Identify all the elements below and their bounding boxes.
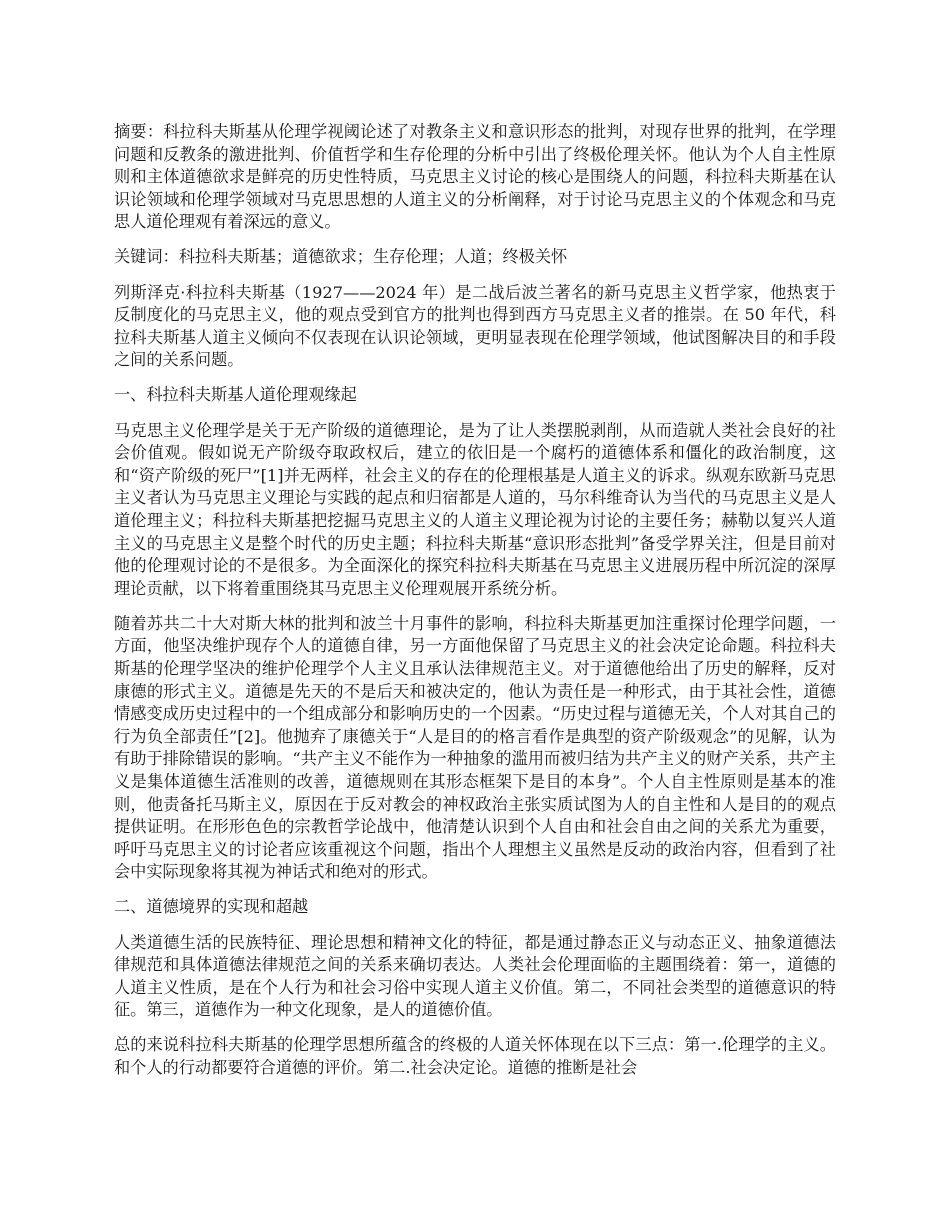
section-1-paragraph-2: 随着苏共二十大对斯大林的批判和波兰十月事件的影响，科拉科夫斯基更加注重探讨伦理学问题，一方面，他坚决维护现存个人的道德自律，另一方面他保留了马克思主义的社会决定论命题。科拉科夫斯基的伦理学坚决的维护伦理学个人主义且承认法律规范主义。对于道德他给出了历史的解释，反对康德的形式主义。道德是先天的不是后天和被决定的，他认为责任是一种形式，由于其社会性，道德情感变成历史过程中的一个组成部分和影响历史的一个因素。“历史过程与道德无关，个人对其自己的行为负全部责任”[2]。他抛弃了康德关于“人是目的的格言看作是典型的资产阶级观念”的见解，认为有助于排除错误的影响。“共产主义不能作为一种抽象的滥用而被归结为共产主义的财产关系，共产主义是集体道德生活准则的改善，道德规则在其形态框架下是目的本身”。个人自主性原则是基本的准则，他责备托马斯主义，原因在于反对教会的神权政治主张实质试图为人的自主性和人是目的的观点提供证明。在形形色色的宗教哲学论战中，他清楚认识到个人自由和社会自由之间的关系尤为重要，呼吁马克思主义的讨论者应该重视这个问题，指出个人理想主义虽然是反动的政治内容，但看到了社会中实际现象将其视为神话式和绝对的形式。 <box>114 613 836 882</box>
section-2-heading: 二、道德境界的实现和超越 <box>114 897 309 917</box>
section-1-heading: 一、科拉科夫斯基人道伦理观缘起 <box>114 385 357 405</box>
section-1-paragraph-1: 马克思主义伦理学是关于无产阶级的道德理论，是为了让人类摆脱剥削，从而造就人类社会良好的社会价值观。假如说无产阶级夺取政权后，建立的依旧是一个腐朽的道德体系和僵化的政治制度，这和“资产阶级的死尸”[1]并无两样，社会主义的存在的伦理根基是人道主义的诉求。纵观东欧新马克思主义者认为马克思主义理论与实践的起点和归宿都是人道的，马尔科维奇认为当代的马克思主义是人道伦理主义；科拉科夫斯基把挖掘马克思主义的人道主义理论视为讨论的主要任务；赫勒以复兴人道主义的马克思主义是整个时代的历史主题；科拉科夫斯基“意识形态批判”备受学界关注，但是目前对他的伦理观讨论的不是很多。为全面深化的探究科拉科夫斯基在马克思主义进展历程中所沉淀的深厚理论贡献，以下将着重围绕其马克思主义伦理观展开系统分析。 <box>114 420 836 598</box>
document-page <box>114 121 836 1092</box>
intro-paragraph: 列斯泽克·科拉科夫斯基（1927——2024 年）是二战后波兰著名的新马克思主义哲学家，他热衷于反制度化的马克思主义，他的观点受到官方的批判也得到西方马克思主义者的推崇。在 50 年代，科拉科夫斯基人道主义倾向不仅表现在认识论领域，更明显表现在伦理学领域，他试图解决目的和手段之间的关系问题。 <box>114 282 836 370</box>
keywords-paragraph: 关键词：科拉科夫斯基；道德欲求；生存伦理；人道；终极关怀 <box>114 247 568 267</box>
section-2-paragraph-2: 总的来说科拉科夫斯基的伦理学思想所蕴含的终极的人道关怀体现在以下三点：第一.伦理学的主义。和个人的行动都要符合道德的评价。第二.社会决定论。道德的推断是社会 <box>114 1035 836 1077</box>
section-2-paragraph-1: 人类道德生活的民族特征、理论思想和精神文化的特征，都是通过静态正义与动态正义、抽象道德法律规范和具体道德法律规范之间的关系来确切表达。人类社会伦理面临的主题围绕着：第一，道德的人道主义性质，是在个人行为和社会习俗中实现人道主义价值。第二，不同社会类型的道德意识的特征。第三，道德作为一种文化现象，是人的道德价值。 <box>114 932 836 1020</box>
abstract-paragraph: 摘要：科拉科夫斯基从伦理学视阈论述了对教条主义和意识形态的批判，对现存世界的批判，在学理问题和反教条的激进批判、价值哲学和生存伦理的分析中引出了终极伦理关怀。他认为个人自主性原则和主体道德欲求是鲜亮的历史性特质，马克思主义讨论的核心是围绕人的问题，科拉科夫斯基在认识论领域和伦理学领域对马克思思想的人道主义的分析阐释，对于讨论马克思主义的个体观念和马克思人道伦理观有着深远的意义。 <box>114 122 836 232</box>
